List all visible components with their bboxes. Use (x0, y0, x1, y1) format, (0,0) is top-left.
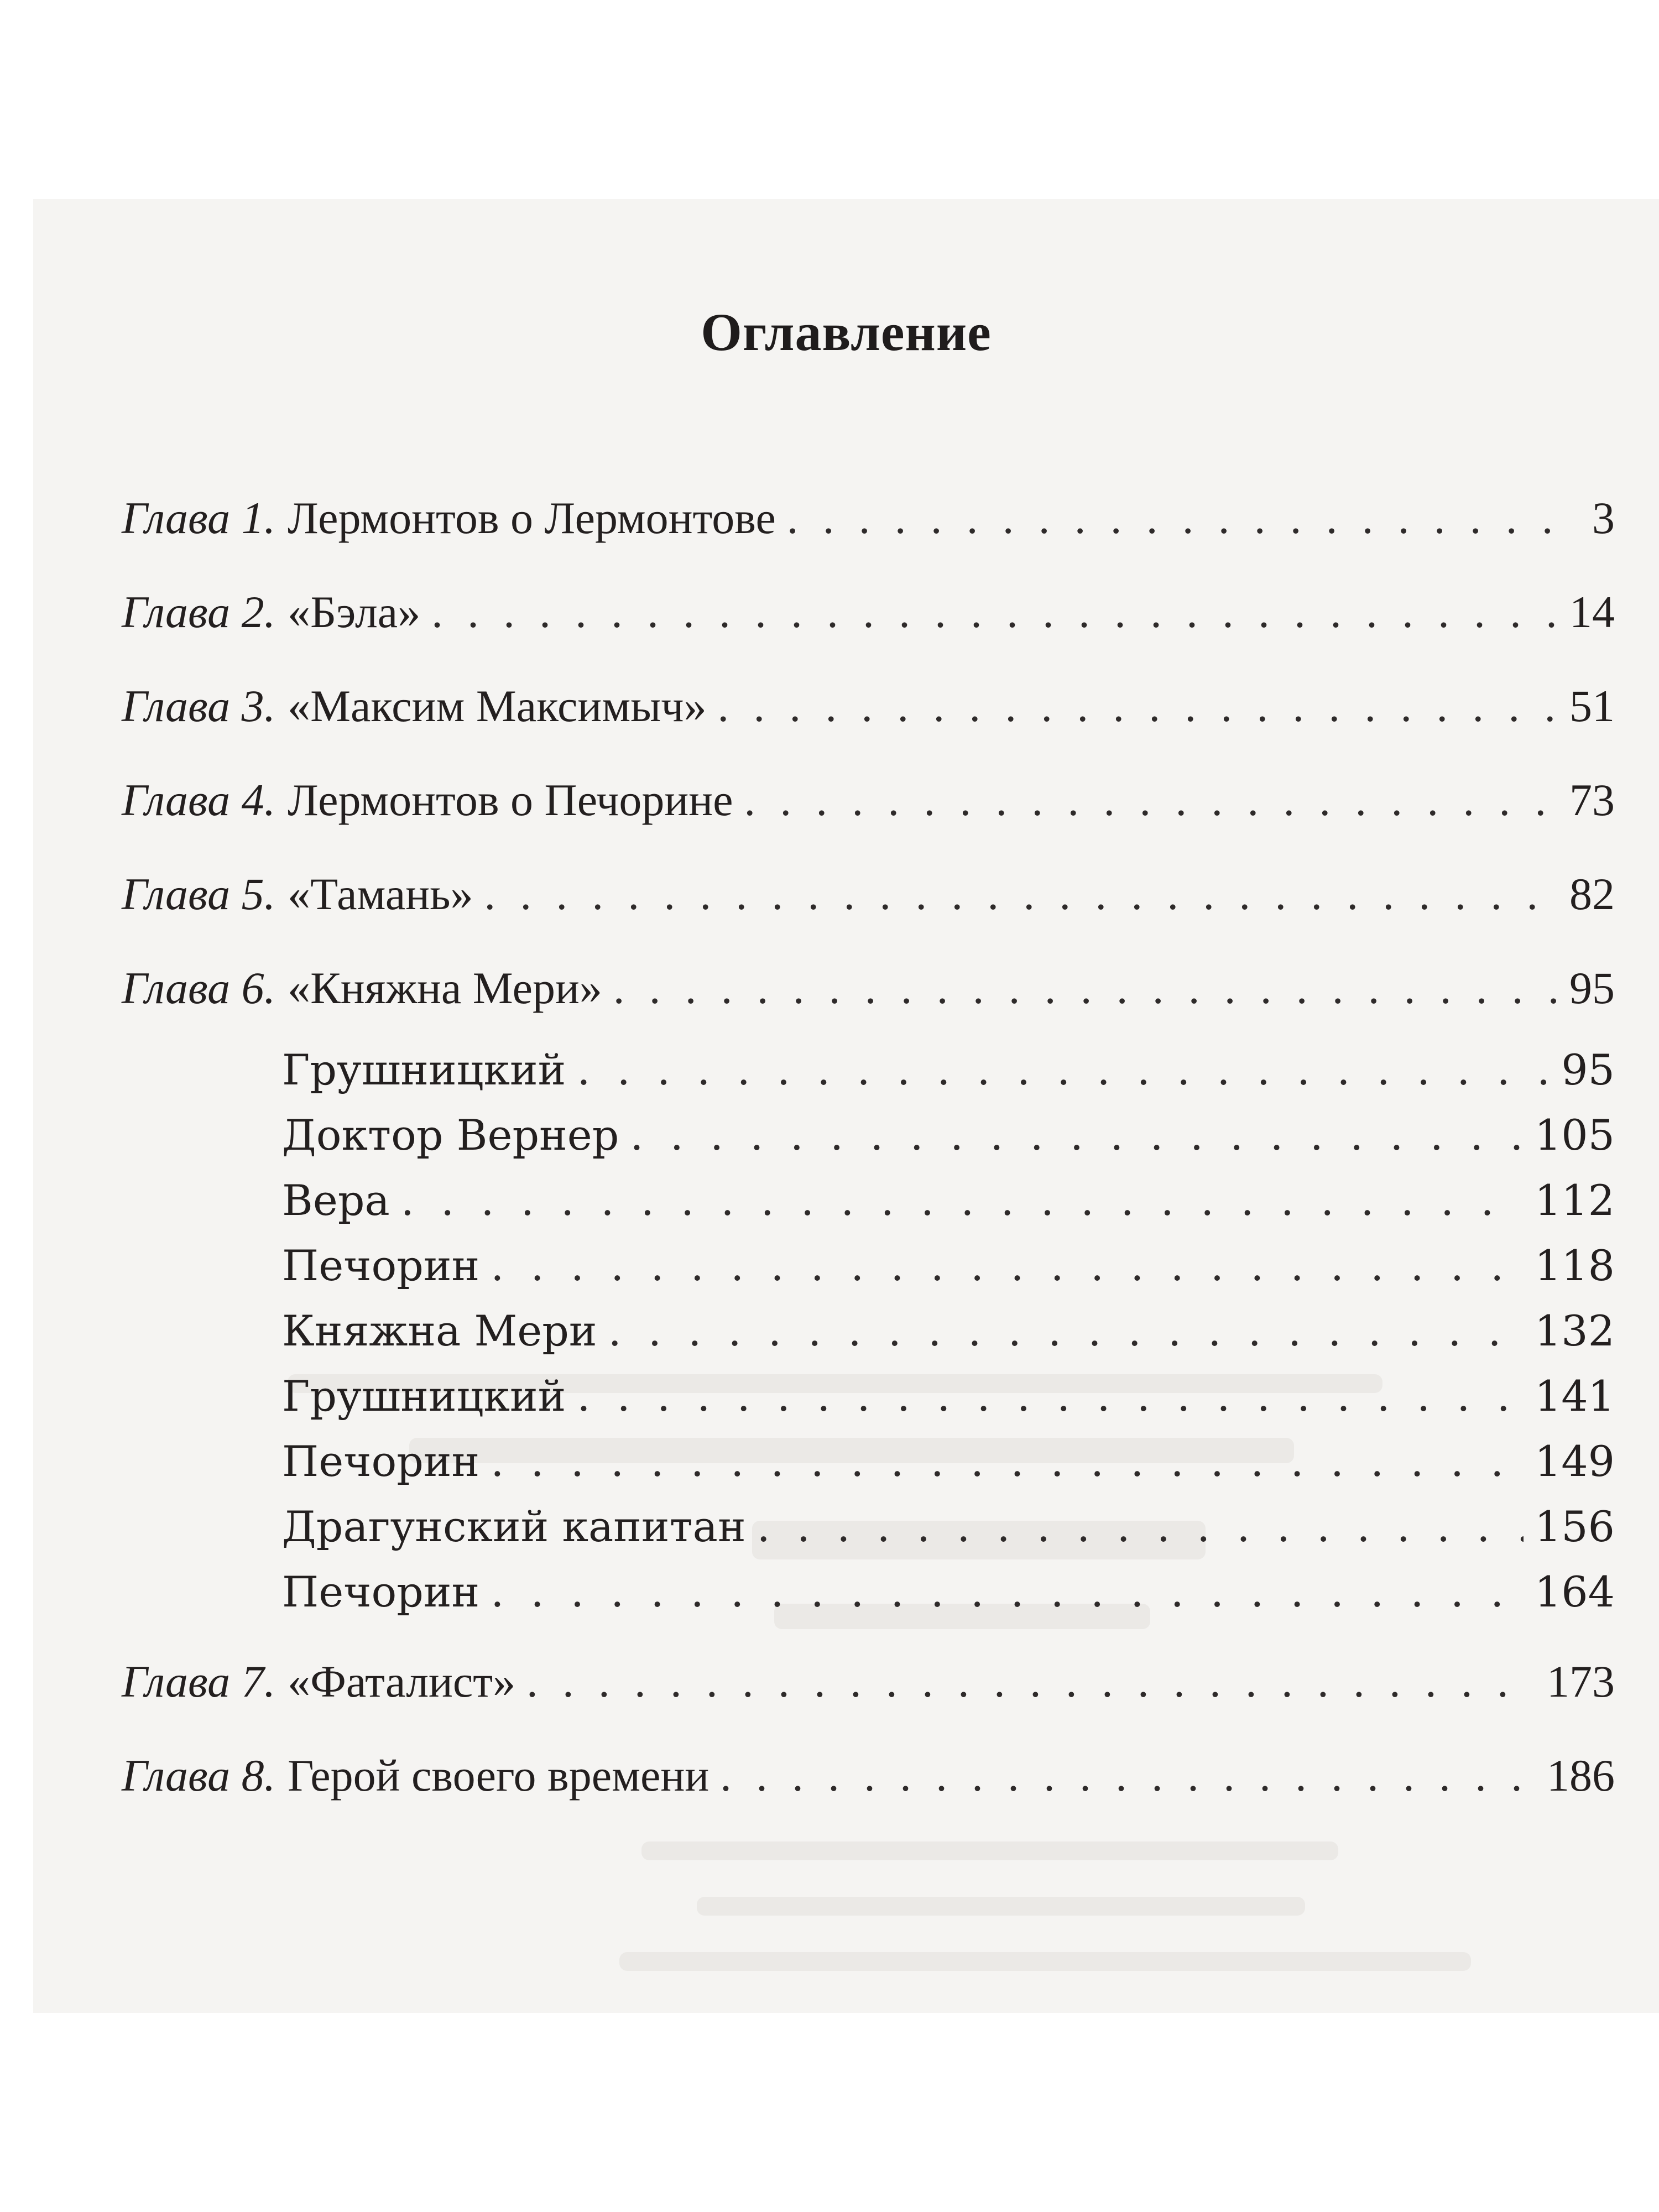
dot-leader (491, 1241, 1524, 1290)
dot-leader (608, 1306, 1524, 1355)
toc-subentry (122, 1045, 1615, 1110)
table-of-contents (122, 492, 1615, 1844)
page-number: 112 (1534, 1176, 1615, 1225)
dot-leader (401, 1176, 1524, 1225)
chapter-title: «Княжна Мери» (288, 963, 602, 1013)
chapter-prefix: Глава 8. (122, 1750, 276, 1801)
chapter-prefix: Глава 7. (122, 1656, 276, 1707)
toc-subentry (122, 1241, 1615, 1306)
page-number: 156 (1534, 1502, 1615, 1551)
page-number: 82 (1569, 869, 1615, 919)
chapter-title: «Фаталист» (288, 1656, 516, 1707)
bleed-through-mark (697, 1897, 1305, 1916)
subentry-title: Княжна Мери (282, 1306, 597, 1355)
page-number: 3 (1592, 493, 1615, 543)
subentry-title: Грушницкий (282, 1045, 566, 1094)
dot-leader (484, 868, 1558, 920)
toc-subentry (122, 1437, 1615, 1502)
chapter-title: «Бэла» (288, 587, 421, 637)
toc-entry-chapter-7 (122, 1656, 1615, 1750)
page-number: 164 (1534, 1567, 1615, 1616)
chapter-prefix: Глава 3. (122, 681, 276, 731)
toc-title: Оглавление (701, 302, 992, 362)
subentry-title: Вера (282, 1176, 390, 1225)
toc-subentry (122, 1176, 1615, 1241)
toc-entry-chapter-2 (122, 586, 1615, 680)
toc-entry-chapter-6 (122, 962, 1615, 1056)
subentry-title: Доктор Вернер (282, 1110, 619, 1160)
dot-leader (744, 774, 1558, 826)
toc-subentry (122, 1371, 1615, 1437)
chapter-title: «Максим Максимыч» (288, 681, 707, 731)
page-number: 14 (1569, 587, 1615, 637)
chapter-prefix: Глава 1. (122, 493, 276, 543)
chapter-title: «Тамань» (288, 869, 473, 919)
page-number: 118 (1534, 1241, 1615, 1290)
toc-subentry (122, 1110, 1615, 1176)
dot-leader (577, 1045, 1550, 1094)
dot-leader (630, 1110, 1524, 1160)
subentry-title: Печорин (282, 1567, 480, 1616)
dot-leader (717, 680, 1558, 732)
subentry-title: Драгунский капитан (282, 1502, 746, 1551)
page-number: 95 (1561, 1045, 1615, 1094)
chapter-title: Герой своего времени (288, 1750, 709, 1801)
chapter-prefix: Глава 5. (122, 869, 276, 919)
toc-entry-chapter-1 (122, 492, 1615, 586)
toc-subentry (122, 1502, 1615, 1567)
dot-leader (577, 1371, 1524, 1421)
page-number: 95 (1569, 963, 1615, 1013)
bleed-through-mark (619, 1952, 1471, 1971)
page-number: 186 (1547, 1750, 1615, 1801)
page-number: 132 (1534, 1306, 1615, 1355)
dot-leader (787, 492, 1571, 544)
bleed-through-mark (641, 1841, 1338, 1860)
dot-leader (491, 1567, 1524, 1616)
toc-subentry (122, 1306, 1615, 1371)
page-number: 51 (1569, 681, 1615, 731)
toc-entry-chapter-8 (122, 1750, 1615, 1844)
page-number: 173 (1547, 1656, 1615, 1707)
page-number: 105 (1534, 1110, 1615, 1160)
dot-leader (720, 1750, 1536, 1802)
toc-entry-chapter-5 (122, 868, 1615, 962)
page-number: 141 (1534, 1371, 1615, 1421)
chapter-prefix: Глава 2. (122, 587, 276, 637)
subentry-title: Печорин (282, 1241, 480, 1290)
dot-leader (526, 1656, 1536, 1708)
toc-entry-chapter-4 (122, 774, 1615, 868)
chapter-title: Лермонтов о Лермонтове (288, 493, 776, 543)
dot-leader (431, 586, 1558, 638)
chapter-prefix: Глава 4. (122, 775, 276, 825)
chapter-title: Лермонтов о Печорине (288, 775, 733, 825)
subentry-title: Печорин (282, 1437, 480, 1486)
toc-subentry (122, 1567, 1615, 1632)
dot-leader (613, 962, 1558, 1014)
subentry-title: Грушницкий (282, 1371, 566, 1421)
page-number: 149 (1534, 1437, 1615, 1486)
dot-leader (757, 1502, 1524, 1551)
dot-leader (491, 1437, 1524, 1486)
book-page (33, 199, 1659, 2013)
page-number: 73 (1569, 775, 1615, 825)
toc-entry-chapter-3 (122, 680, 1615, 774)
chapter-prefix: Глава 6. (122, 963, 276, 1013)
